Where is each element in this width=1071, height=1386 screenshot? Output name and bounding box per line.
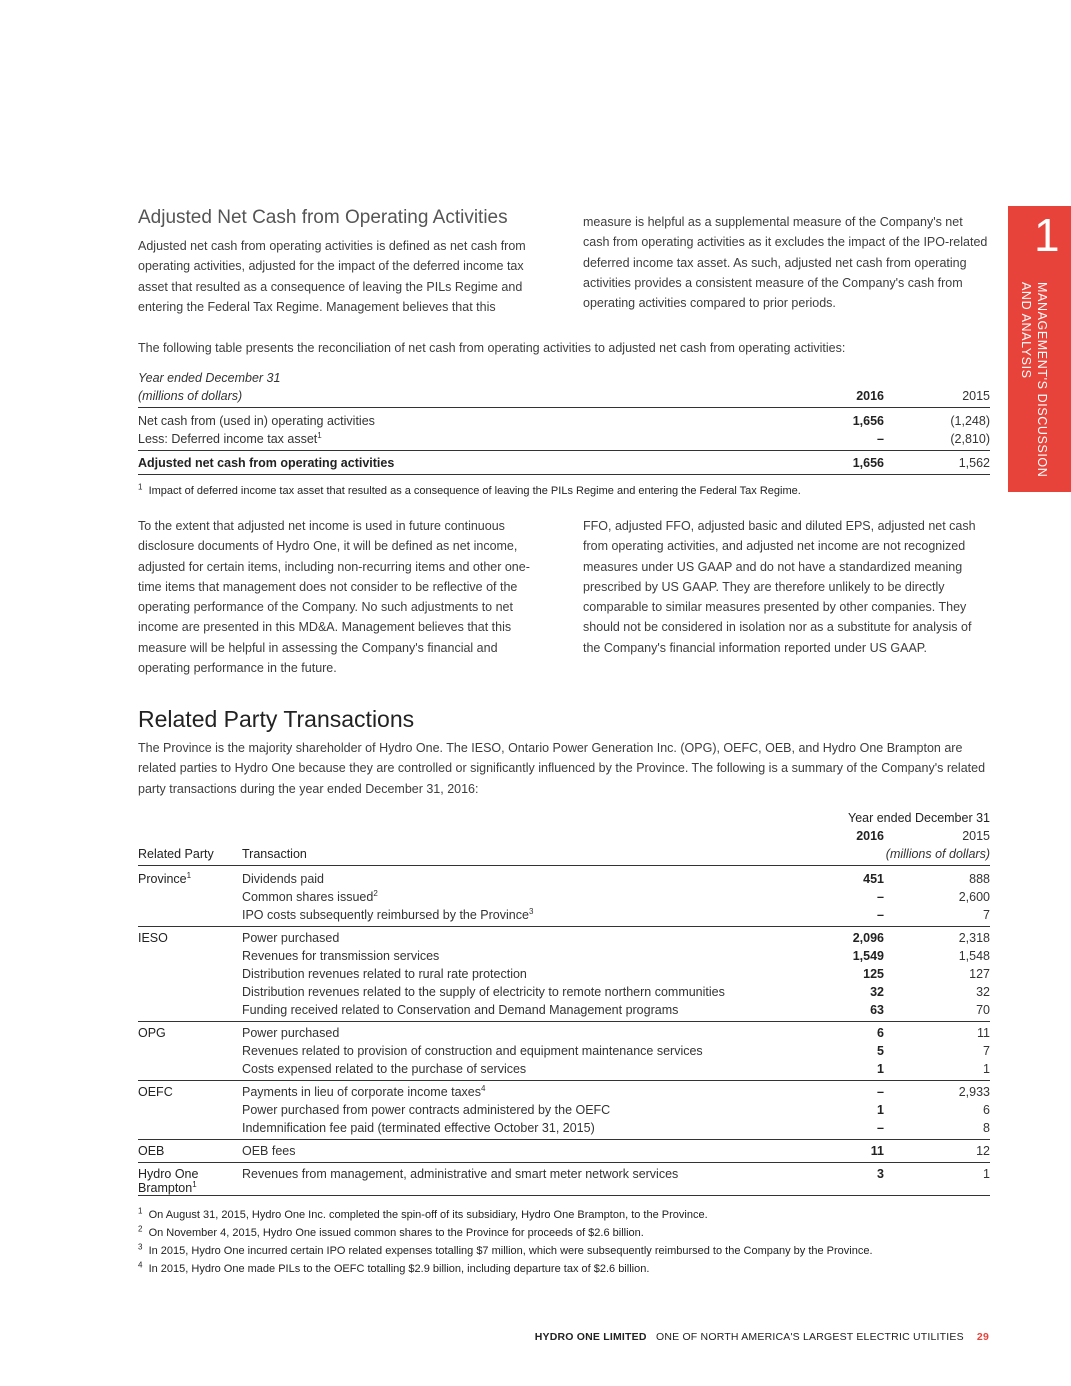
footnote-1: $^1$ On August 31, 2015, Hydro One Inc. completed the spin-off of its subsidiary, Hydro One Brampton, to the Province.: [138, 1206, 708, 1221]
footnote-3: $^3$ In 2015, Hydro One incurred certain IPO related expenses totalling $7 million, which were subsequently reimbursed to the Company by the Province.: [138, 1242, 873, 1257]
row-value-2015: (2,810): [884, 432, 990, 451]
reconciliation-header-row2: [138, 389, 990, 408]
value-2016: 3: [774, 1167, 884, 1196]
section-tab: [1008, 206, 1071, 492]
section-number: 1: [1034, 209, 1060, 261]
value-2015: 6: [983, 1103, 990, 1117]
value-2015: 7: [983, 1044, 990, 1058]
table-row: [138, 1062, 990, 1081]
table-row: [138, 1103, 990, 1121]
value-2015: 32: [976, 985, 990, 999]
section-label-line1: MANAGEMENT'S DISCUSSION: [1035, 282, 1049, 478]
table-row: [138, 414, 990, 432]
transaction-label: OEB fees: [242, 1144, 774, 1163]
transaction-label: Common shares issued$^2$: [242, 888, 378, 904]
table-row: [138, 1085, 990, 1103]
row-label: Net cash from (used in) operating activities: [138, 414, 375, 428]
page-number: 29: [976, 1331, 989, 1343]
col-2016-header: 2016: [774, 389, 884, 408]
transaction-label: Funding received related to Conservation and Demand Management programs: [242, 1003, 774, 1022]
value-2015: 7: [884, 908, 990, 927]
value-2015: 1: [884, 1167, 990, 1196]
year-ended-header: Year ended December 31: [848, 811, 990, 825]
value-2016: 1: [774, 1062, 884, 1081]
value-2015: 1,548: [958, 949, 990, 963]
related-party-name: IESO: [138, 931, 168, 945]
year-ended-label: Year ended December 31: [138, 371, 281, 385]
transaction-label: Power purchased: [242, 1026, 340, 1040]
related-party-name: OEFC: [138, 1085, 173, 1099]
related-party-name: [138, 890, 242, 908]
table-row: [138, 1044, 990, 1062]
related-party-name: [138, 949, 242, 967]
footnote-4: $^4$ In 2015, Hydro One made PILs to the OEFC totalling $2.9 billion, including departure tax of $2.6 billion.: [138, 1260, 650, 1275]
value-2015: 888: [969, 872, 990, 886]
transaction-label: Costs expensed related to the purchase of services: [242, 1062, 774, 1081]
transaction-label: Power purchased: [242, 931, 340, 945]
reconciliation-intro: The following table presents the reconciliation of net cash from operating activities to adjusted net cash from operating activities:: [138, 341, 846, 355]
related-party-name: Province$^1$: [138, 870, 192, 886]
value-2015: 11: [977, 1026, 990, 1040]
related-party-name: [138, 1044, 242, 1062]
value-2016: 451: [863, 872, 884, 886]
value-2016: 2,096: [852, 931, 884, 945]
value-2016: 6: [877, 1026, 884, 1040]
section-label: [1018, 282, 1050, 477]
table-row: [138, 985, 990, 1003]
value-2016: 63: [774, 1003, 884, 1022]
table-row: [138, 872, 990, 890]
related-party-footnotes: [138, 1206, 873, 1281]
value-2015: 70: [884, 1003, 990, 1022]
units-label: (millions of dollars): [774, 847, 990, 866]
related-party-name: [138, 985, 242, 1003]
transaction-label: Dividends paid: [242, 872, 324, 886]
table-row: [138, 1167, 990, 1196]
adjusted-income-left-para: To the extent that adjusted net income is used in future continuous disclosure documents of Hydro One, it will be defined as net income, adjusted for certain items, including non-recurring items and other one-time items that management does not consider to be reflective of the operating performance of the Company. No such adjustments to net income are presented in this MD&A. Management believes that this measure will be helpful in assessing the Company's financial and operating performance in the future.: [138, 519, 530, 676]
related-party-name: OEB: [138, 1144, 242, 1163]
table-row: [138, 1144, 990, 1163]
total-value-2016: 1,656: [774, 456, 884, 475]
value-2015: 2,318: [958, 931, 990, 945]
transaction-label: Payments in lieu of corporate income taxes$^4$: [242, 1083, 486, 1099]
col-2015-header: 2015: [962, 829, 990, 843]
value-2016: 125: [863, 967, 884, 981]
value-2016: –: [877, 1085, 884, 1099]
value-2016: 11: [774, 1144, 884, 1163]
value-2016: –: [877, 890, 884, 904]
related-party-name: [138, 1003, 242, 1022]
table-row: [138, 949, 990, 967]
value-2015: 1: [884, 1062, 990, 1081]
row-value-2015: (1,248): [950, 414, 990, 428]
adjusted-cash-right-para: measure is helpful as a supplemental measure of the Company's net cash from operating activities as it excludes the impact of the IPO-related deferred income tax asset. As such, adjusted net cash from operating activities provides a consistent measure of the Company's cash from operating activities compared to prior periods.: [583, 215, 988, 311]
table-row: [138, 1026, 990, 1044]
value-2016: 1: [877, 1103, 884, 1117]
table-row: [138, 1003, 990, 1022]
related-party-name: Hydro One Brampton$^1$: [138, 1167, 242, 1196]
transaction-label: IPO costs subsequently reimbursed by the Province$^3$: [242, 908, 774, 927]
related-party-name: [138, 1103, 242, 1121]
related-party-col-header: Related Party: [138, 847, 242, 866]
reconciliation-table: [138, 371, 990, 475]
table-row: [138, 931, 990, 949]
row-label: Less: Deferred income tax asset$^1$: [138, 432, 774, 451]
table-row: [138, 1121, 990, 1140]
transaction-col-header: Transaction: [242, 847, 774, 866]
transaction-label: Distribution revenues related to the supply of electricity to remote northern communities: [242, 985, 725, 999]
value-2015: 2,933: [958, 1085, 990, 1099]
table-row: [138, 432, 990, 451]
value-2015: 127: [969, 967, 990, 981]
row-value-2016: –: [774, 432, 884, 451]
reconciliation-footnote: $^1$ Impact of deferred income tax asset that resulted as a consequence of leaving the PILs Regime and entering the Federal Tax Regime.: [138, 482, 801, 497]
value-2016: 32: [870, 985, 884, 999]
col-2015-header: 2015: [884, 389, 990, 408]
table-row: [138, 967, 990, 985]
footer-company: HYDRO ONE LIMITED: [534, 1331, 647, 1343]
page-footer: [535, 1331, 989, 1343]
related-party-name: [138, 967, 242, 985]
transaction-label: Revenues for transmission services: [242, 949, 440, 963]
total-row: [138, 456, 990, 475]
related-party-name: [138, 908, 242, 927]
row-value-2016: 1,656: [852, 414, 884, 428]
reconciliation-header-row1: [138, 371, 990, 389]
total-value-2015: 1,562: [884, 456, 990, 475]
total-label: Adjusted net cash from operating activities: [138, 456, 774, 475]
value-2015: 12: [884, 1144, 990, 1163]
transaction-label: Distribution revenues related to rural rate protection: [242, 967, 527, 981]
col-2016-header: 2016: [856, 829, 884, 843]
value-2016: –: [774, 908, 884, 927]
units-label: (millions of dollars): [138, 389, 774, 408]
value-2016: 1,549: [852, 949, 884, 963]
adjusted-cash-heading: Adjusted Net Cash from Operating Activities: [138, 207, 508, 228]
related-party-name: [138, 1121, 242, 1140]
section-label-line2: AND ANALYSIS: [1019, 282, 1033, 379]
table-row: [138, 908, 990, 927]
adjusted-cash-left-para: Adjusted net cash from operating activities is defined as net cash from operating activities, adjusted for the impact of the deferred income tax asset that resulted as a consequence of leaving the PILs Regime and entering the Federal Tax Regime. Management believes that this: [138, 239, 526, 314]
transaction-label: Indemnification fee paid (terminated effective October 31, 2015): [242, 1121, 774, 1140]
related-party-heading: Related Party Transactions: [138, 706, 415, 732]
value-2016: –: [774, 1121, 884, 1140]
transaction-label: Revenues from management, administrative and smart meter network services: [242, 1167, 774, 1196]
footer-tagline: ONE OF NORTH AMERICA'S LARGEST ELECTRIC UTILITIES: [655, 1331, 964, 1343]
related-party-intro: The Province is the majority shareholder of Hydro One. The IESO, Ontario Power Generation Inc. (OPG), OEFC, OEB, and Hydro One Brampton are related parties to Hydro One because they are controlled or significantly influenced by the Province. The following is a summary of the Company's related party transactions during the year ended December 31, 2016:: [138, 741, 986, 796]
value-2015: 8: [884, 1121, 990, 1140]
value-2015: 2,600: [958, 890, 990, 904]
value-2016: 5: [877, 1044, 884, 1058]
table-row: [138, 890, 990, 908]
transaction-label: Revenues related to provision of construction and equipment maintenance services: [242, 1044, 703, 1058]
transaction-label: Power purchased from power contracts administered by the OEFC: [242, 1103, 611, 1117]
related-party-name: [138, 1062, 242, 1081]
related-party-name: OPG: [138, 1026, 166, 1040]
adjusted-income-right-para: FFO, adjusted FFO, adjusted basic and diluted EPS, adjusted net cash from operating activities, and adjusted net income are not recognized measures under US GAAP and do not have a standardized meaning prescribed by US GAAP. They are therefore unlikely to be directly comparable to similar measures presented by other companies. They should not be considered in isolation nor as a substitute for analysis of the Company's financial information reported under US GAAP.: [583, 519, 976, 655]
footnote-2: $^2$ On November 4, 2015, Hydro One issued common shares to the Province for proceeds of $2.6 billion.: [138, 1224, 644, 1239]
related-party-table: [138, 811, 990, 1196]
